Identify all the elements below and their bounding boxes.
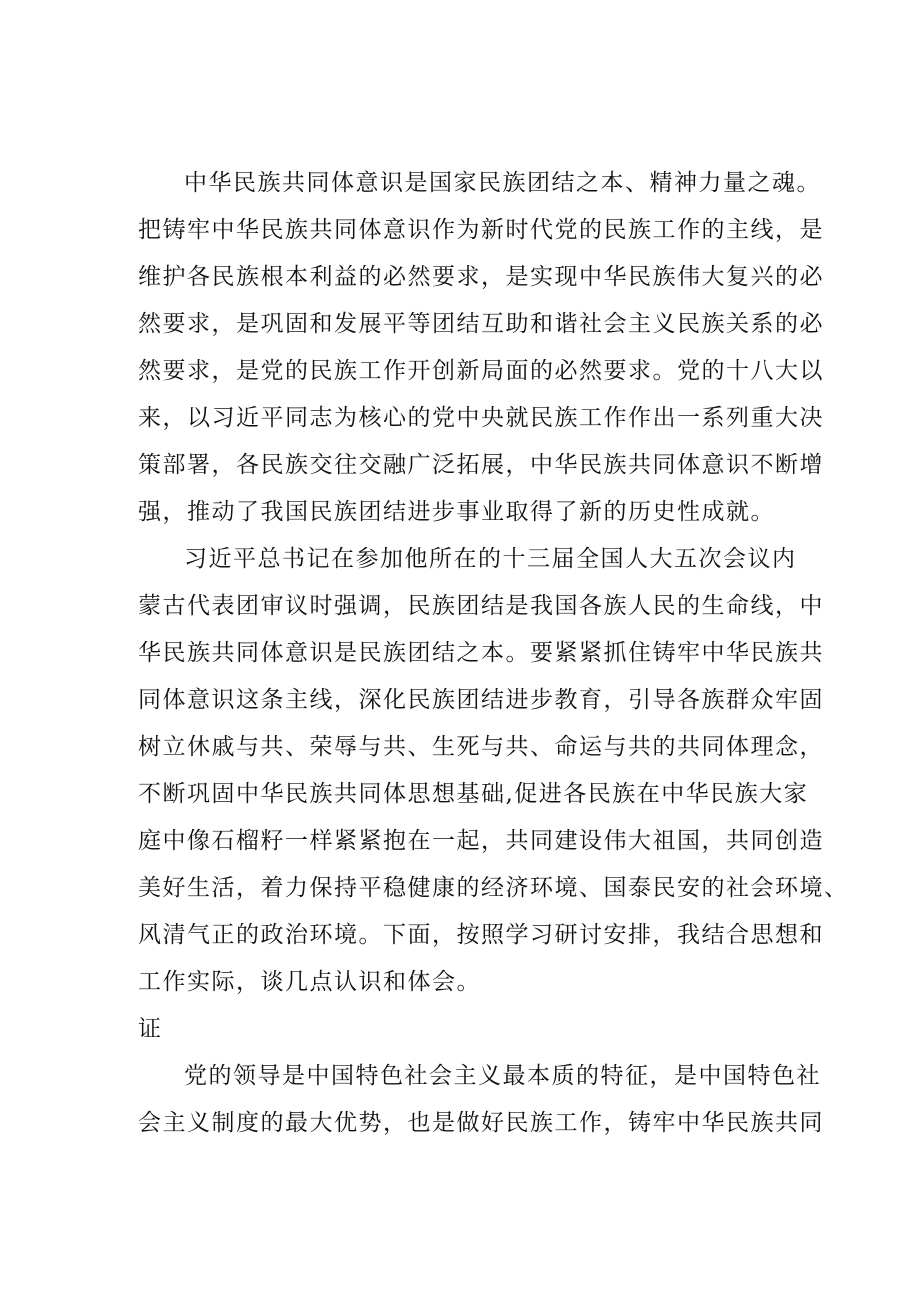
text-line: 华民族共同体意识是民族团结之本。要紧紧抓住铸牢中华民族共 xyxy=(138,640,824,666)
text-line: 证 xyxy=(138,1016,163,1042)
text-line: 美好生活，着力保持平稳健康的经济环境、国泰民安的社会环境、 xyxy=(138,875,849,901)
text-line: 工作实际，谈几点认识和体会。 xyxy=(138,969,481,995)
text-line: 然要求，是党的民族工作开创新局面的必然要求。党的十八大以 xyxy=(138,358,824,384)
text-line: 树立休戚与共、荣辱与共、生死与共、命运与共的共同体理念， xyxy=(138,734,824,760)
text-line: 庭中像石榴籽一样紧紧抱在一起，共同建设伟大祖国，共同创造 xyxy=(138,828,824,854)
text-line: 党的领导是中国特色社会主义最本质的特征，是中国特色社 xyxy=(184,1063,821,1089)
text-line: 策部署，各民族交往交融广泛拓展，中华民族共同体意识不断增 xyxy=(138,452,824,478)
text-line: 来，以习近平同志为核心的党中央就民族工作作出一系列重大决 xyxy=(138,405,824,431)
text-line: 蒙古代表团审议时强调，民族团结是我国各族人民的生命线，中 xyxy=(138,593,824,619)
paragraph-leadership xyxy=(138,1053,824,1147)
text-line: 习近平总书记在参加他所在的十三届全国人大五次会议内 xyxy=(184,546,797,572)
text-line: 强，推动了我国民族团结进步事业取得了新的历史性成就。 xyxy=(138,499,775,525)
paragraph-intro xyxy=(138,160,824,536)
document-body xyxy=(138,160,849,1147)
text-line: 同体意识这条主线，深化民族团结进步教育，引导各族群众牢固 xyxy=(138,687,824,713)
text-line: 中华民族共同体意识是国家民族团结之本、精神力量之魂。 xyxy=(184,170,821,196)
paragraph-speech xyxy=(138,536,849,1006)
text-line: 然要求，是巩固和发展平等团结互助和谐社会主义民族关系的必 xyxy=(138,311,824,337)
text-line: 风清气正的政治环境。下面，按照学习研讨安排，我结合思想和 xyxy=(138,922,824,948)
text-line: 不断巩固中华民族共同体思想基础,促进各民族在中华民族大家 xyxy=(138,781,809,807)
text-line: 维护各民族根本利益的必然要求，是实现中华民族伟大复兴的必 xyxy=(138,264,824,290)
text-line: 把铸牢中华民族共同体意识作为新时代党的民族工作的主线，是 xyxy=(138,217,824,243)
section-heading xyxy=(138,1006,798,1053)
text-line: 会主义制度的最大优势，也是做好民族工作，铸牢中华民族共同 xyxy=(138,1110,824,1136)
